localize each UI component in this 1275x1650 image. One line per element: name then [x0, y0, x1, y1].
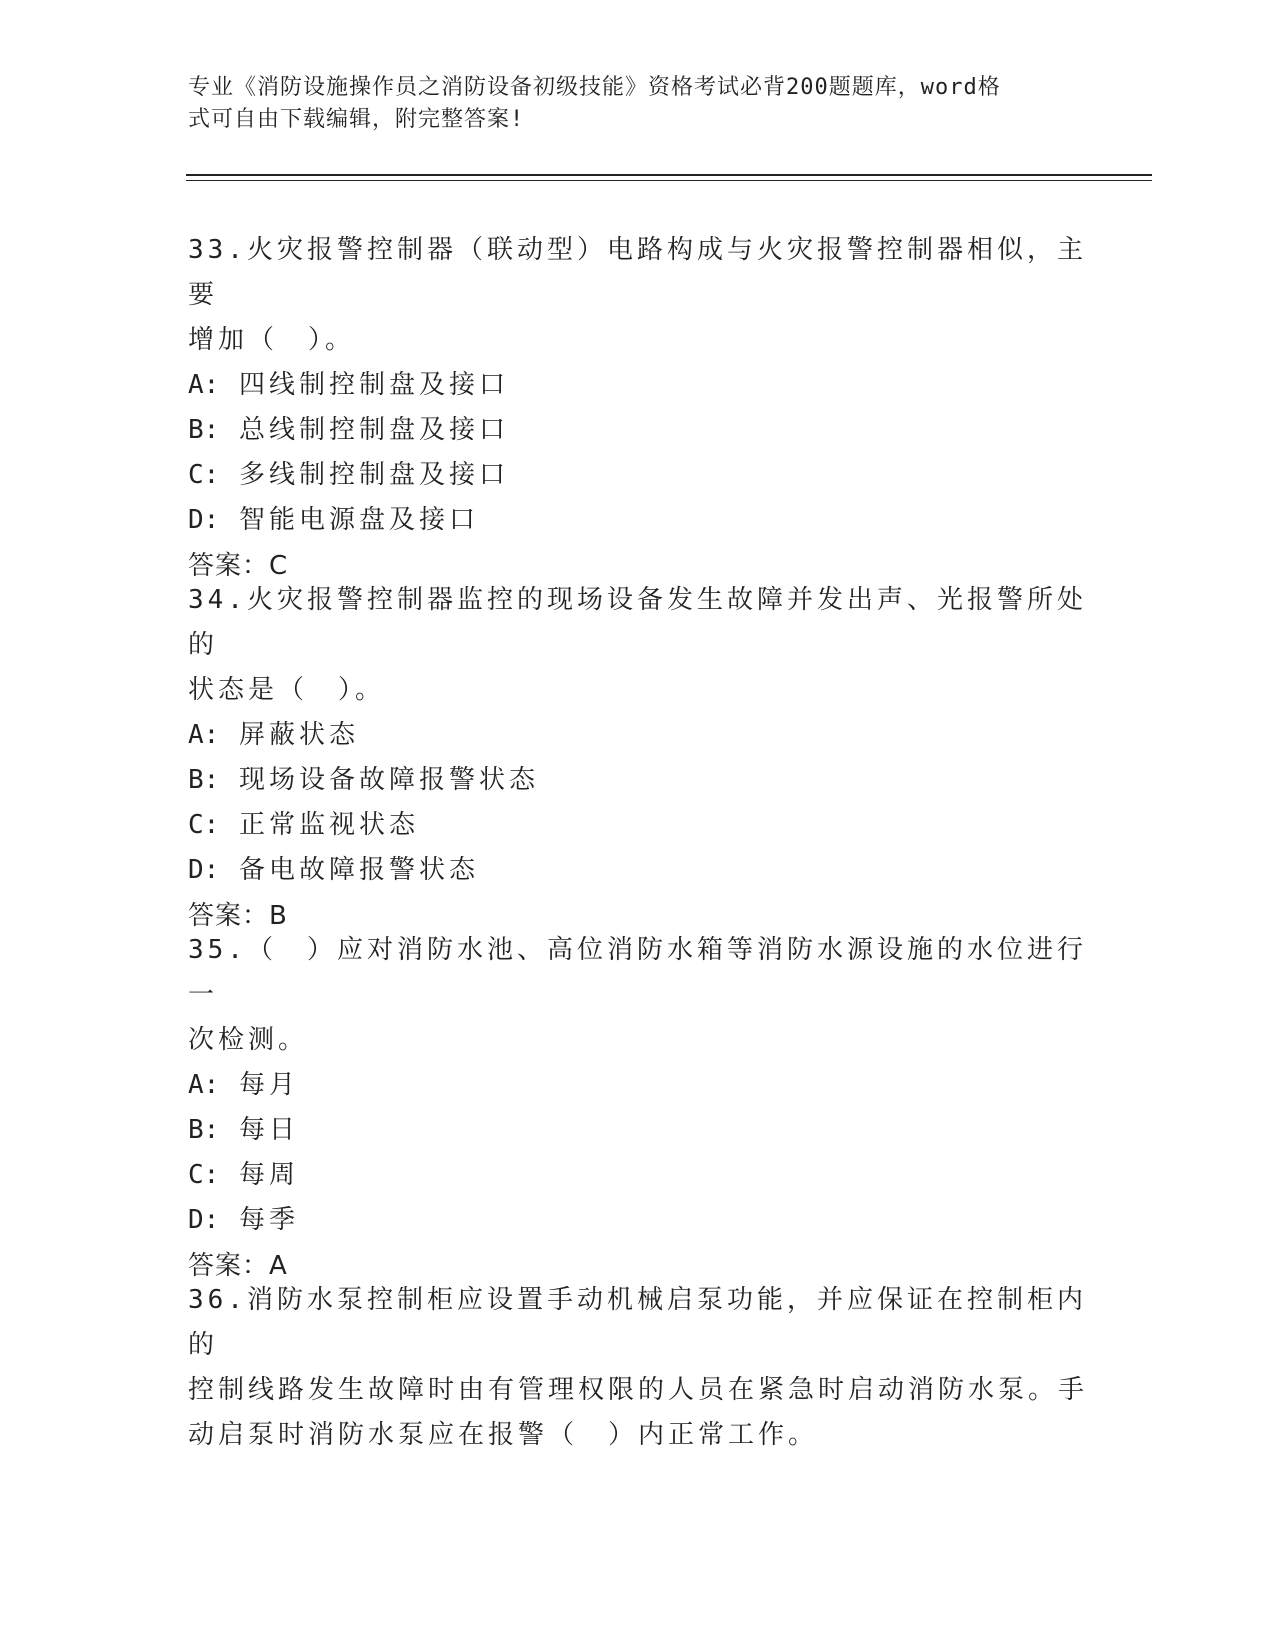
question-stem-line: 动启泵时消防水泵应在报警（ ）内正常工作。: [188, 1420, 819, 1450]
option-text: 正常监视状态: [238, 810, 419, 840]
option-text: 每月: [238, 1070, 299, 1100]
option-letter: D:: [188, 1205, 220, 1235]
question-33: [188, 228, 1088, 589]
option-letter: A:: [188, 370, 220, 400]
question-stem-line: 控制线路发生故障时由有管理权限的人员在紧急时启动消防水泵。手: [188, 1375, 1089, 1405]
option-b: [188, 408, 1088, 453]
option-letter: D:: [188, 855, 220, 885]
question-stem-line: 状态是（ ）。: [188, 675, 386, 705]
option-text: 智能电源盘及接口: [238, 505, 479, 535]
question-stem-line: 36.消防水泵控制柜应设置手动机械启泵功能，并应保证在控制柜内的: [188, 1285, 1087, 1360]
option-a: [188, 1063, 1088, 1108]
question-stem-line: 次检测。: [188, 1025, 309, 1055]
option-letter: B:: [188, 415, 220, 445]
option-text: 现场设备故障报警状态: [238, 765, 539, 795]
header-line-1: 专业《消防设施操作员之消防设备初级技能》资格考试必背200题题库，word格: [188, 75, 1001, 100]
option-letter: C:: [188, 460, 220, 490]
answer-line: 答案：B: [188, 901, 288, 931]
question-stem-line: 34.火灾报警控制器监控的现场设备发生故障并发出声、光报警所处的: [188, 585, 1087, 660]
header-line-2: 式可自由下载编辑，附完整答案!: [188, 107, 525, 132]
option-text: 屏蔽状态: [238, 720, 359, 750]
question-35: [188, 928, 1088, 1289]
question-stem-line: 35.（ ）应对消防水池、高位消防水箱等消防水源设施的水位进行一: [188, 935, 1087, 1010]
option-letter: B:: [188, 1115, 220, 1145]
option-c: [188, 1153, 1088, 1198]
document-header: [188, 72, 1068, 136]
option-text: 多线制控制盘及接口: [238, 460, 509, 490]
question-34: [188, 578, 1088, 939]
header-divider-thin: [186, 180, 1152, 181]
option-letter: D:: [188, 505, 220, 535]
option-c: [188, 453, 1088, 498]
header-divider-thick: [186, 174, 1152, 176]
option-text: 总线制控制盘及接口: [238, 415, 509, 445]
option-d: [188, 498, 1088, 543]
option-letter: C:: [188, 1160, 220, 1190]
option-a: [188, 363, 1088, 408]
option-text: 四线制控制盘及接口: [238, 370, 509, 400]
option-letter: A:: [188, 1070, 220, 1100]
option-text: 每季: [238, 1205, 299, 1235]
option-a: [188, 713, 1088, 758]
option-d: [188, 1198, 1088, 1243]
option-letter: B:: [188, 765, 220, 795]
option-text: 备电故障报警状态: [238, 855, 479, 885]
option-text: 每周: [238, 1160, 299, 1190]
answer-line: 答案：A: [188, 1251, 288, 1281]
answer-line: 答案：C: [188, 551, 289, 581]
option-letter: A:: [188, 720, 220, 750]
question-36: [188, 1278, 1088, 1458]
option-letter: C:: [188, 810, 220, 840]
question-stem-line: 增加（ ）。: [188, 325, 356, 355]
question-stem-line: 33.火灾报警控制器（联动型）电路构成与火灾报警控制器相似，主要: [188, 235, 1087, 310]
option-b: [188, 758, 1088, 803]
option-b: [188, 1108, 1088, 1153]
option-d: [188, 848, 1088, 893]
option-text: 每日: [238, 1115, 299, 1145]
option-c: [188, 803, 1088, 848]
